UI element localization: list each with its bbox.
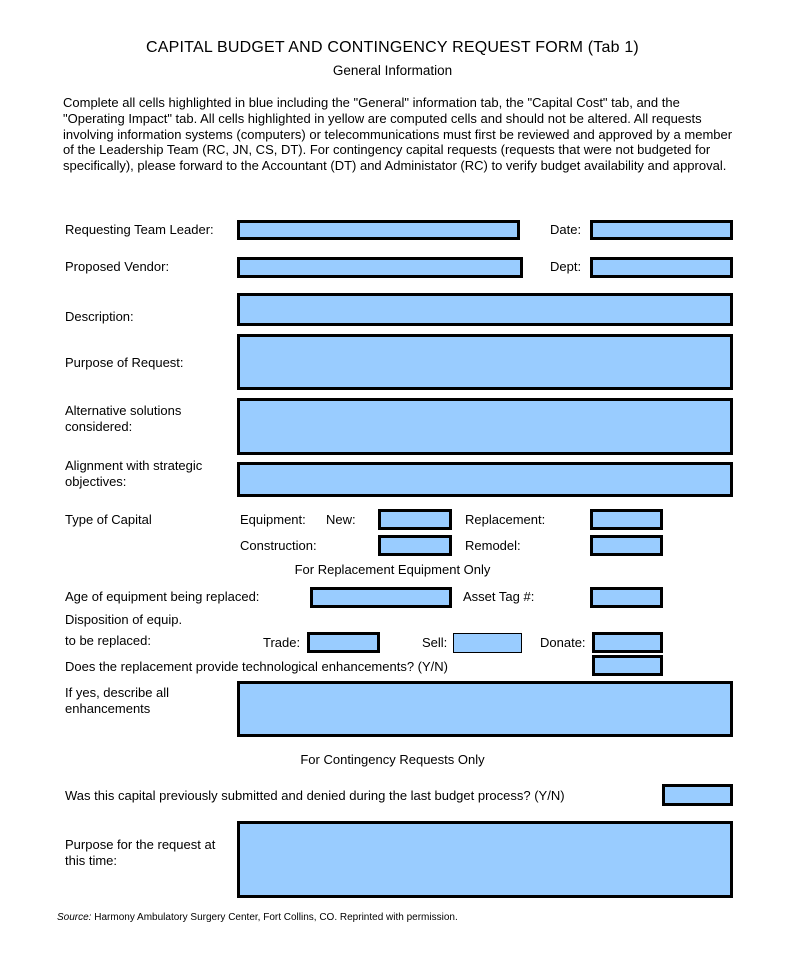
alternative-solutions-input[interactable] xyxy=(237,398,733,455)
tech-enhancements-input[interactable] xyxy=(592,655,663,676)
requesting-team-leader-label: Requesting Team Leader: xyxy=(65,222,214,237)
sell-label: Sell: xyxy=(422,635,448,650)
disposition-label-line1: Disposition of equip. xyxy=(65,612,183,627)
requesting-team-leader-input[interactable] xyxy=(237,220,520,240)
equipment-replacement-label: Replacement: xyxy=(465,512,546,527)
date-input[interactable] xyxy=(590,220,733,240)
equipment-label: Equipment: xyxy=(240,512,306,527)
purpose-of-request-input[interactable] xyxy=(237,334,733,390)
strategic-alignment-label: Alignment with strategic objectives: xyxy=(65,458,203,489)
dept-label: Dept: xyxy=(550,259,582,274)
dept-input[interactable] xyxy=(590,257,733,278)
construction-input[interactable] xyxy=(378,535,452,556)
proposed-vendor-label: Proposed Vendor: xyxy=(65,259,170,274)
purpose-at-this-time-input[interactable] xyxy=(237,821,733,898)
age-of-equipment-label: Age of equipment being replaced: xyxy=(65,589,260,604)
trade-input[interactable] xyxy=(307,632,380,653)
replacement-section-heading: For Replacement Equipment Only xyxy=(294,562,491,577)
previously-denied-input[interactable] xyxy=(662,784,733,806)
source-note xyxy=(57,910,458,926)
description-input[interactable] xyxy=(237,293,733,326)
purpose-at-this-time-label: Purpose for the request at this time: xyxy=(65,837,216,868)
enhancements-description-label: If yes, describe all enhancements xyxy=(65,685,170,716)
disposition-label-line2: to be replaced: xyxy=(65,633,152,648)
form-title: CAPITAL BUDGET AND CONTINGENCY REQUEST FORM (Tab 1) xyxy=(146,39,639,56)
asset-tag-label: Asset Tag #: xyxy=(463,589,535,604)
form-subtitle: General Information xyxy=(332,63,453,78)
asset-tag-input[interactable] xyxy=(590,587,663,608)
strategic-alignment-input[interactable] xyxy=(237,462,733,497)
alternative-solutions-label: Alternative solutions considered: xyxy=(65,403,182,434)
purpose-of-request-label: Purpose of Request: xyxy=(65,355,184,370)
description-label: Description: xyxy=(65,309,134,324)
source-text: Harmony Ambulatory Surgery Center, Fort Collins, CO. Reprinted with permission. xyxy=(94,912,458,923)
age-of-equipment-input[interactable] xyxy=(310,587,452,608)
enhancements-description-input[interactable] xyxy=(237,681,733,737)
construction-label: Construction: xyxy=(240,538,317,553)
donate-label: Donate: xyxy=(540,635,586,650)
type-of-capital-label: Type of Capital xyxy=(65,512,152,527)
trade-label: Trade: xyxy=(263,635,301,650)
remodel-label: Remodel: xyxy=(465,538,521,553)
instructions-text: Complete all cells highlighted in blue including the "General" information tab, the "Capital Cost" tab, and the "Operating Impact" tab. All cells highlighted in yellow are computed cells and should not be altered. All requests involving information systems (computers) or telecommunications must first be reviewed and approved by a member of the Leadership Team (RC, JN, CS, DT). For contingency capital requests (requests that were not budgeted for specifically), please forward to the Accountant (DT) and Administator (RC) to verify budget availability and approval. xyxy=(63,95,733,174)
source-label: Source: xyxy=(57,912,92,923)
remodel-input[interactable] xyxy=(590,535,663,556)
equipment-new-label: New: xyxy=(326,512,356,527)
contingency-section-heading: For Contingency Requests Only xyxy=(300,752,485,767)
proposed-vendor-input[interactable] xyxy=(237,257,523,278)
equipment-replacement-input[interactable] xyxy=(590,509,663,530)
date-label: Date: xyxy=(550,222,582,237)
donate-input[interactable] xyxy=(592,632,663,653)
equipment-new-input[interactable] xyxy=(378,509,452,530)
sell-input[interactable] xyxy=(453,633,522,653)
previously-denied-label: Was this capital previously submitted and denied during the last budget process? (Y/N) xyxy=(65,788,565,803)
tech-enhancements-label: Does the replacement provide technological enhancements? (Y/N) xyxy=(65,659,448,674)
